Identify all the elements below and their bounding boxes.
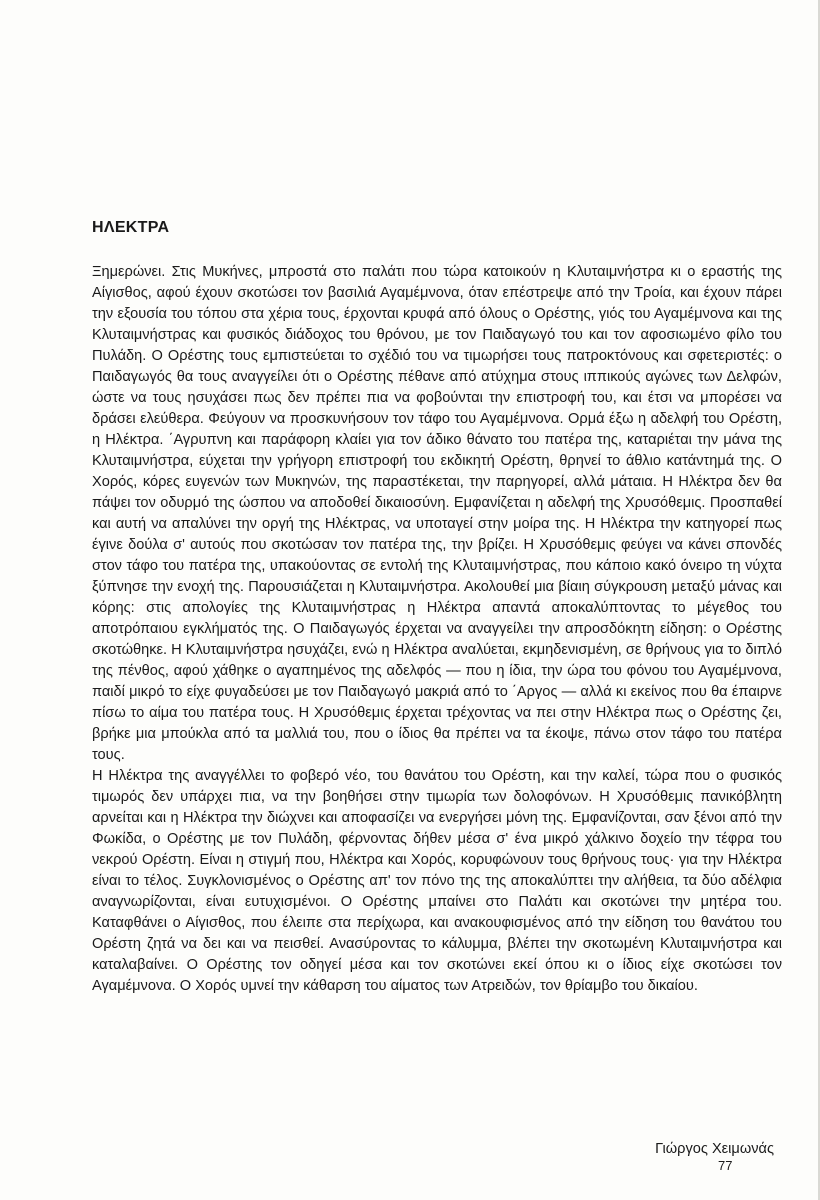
paragraph-2: Η Ηλέκτρα της αναγγέλλει το φοβερό νέο, του θανάτου του Ορέστη, και την καλεί, τώρα που ο φυσικός τιμωρός δεν υπάρχει πια, να την βοηθήσει στην τιμωρία των δολοφόνων. Η Χρυσόθεμις πανικόβλητη αρνείται και η Ηλέκτρα την διώχνει και αποφασίζει να ενεργήσει μόνη της. Εμφανίζονται, σαν ξένοι από την Φωκίδα, ο Ορέστης με τον Πυλάδη, φέρνοντας δήθεν μέσα σ' ένα μικρό χάλκινο δοχείο την τέφρα του νεκρού Ορέστη. Είναι η στιγμή που, Ηλέκτρα και Χορός, κορυφώνουν τους θρήνους τους· για την Ηλέκτρα είναι το τέλος. Συγκλονισμένος ο Ορέστης απ' τον πόνο της της αποκαλύπτει την αλήθεια, τα δύο αδέλφια αναγνωρίζονται, είναι ευτυχισμένοι. Ο Ορέστης μπαίνει στο Παλάτι και σκοτώνει την μητέρα του. Καταφθάνει ο Αίγισθος, που έλειπε στα περίχωρα, και ανακουφισμένος από την είδηση του θανάτου του Ορέστη ζητά να δει και να πεισθεί. Ανασύροντας το κάλυμμα, βλέπει την σκοτωμένη Κλυταιμνήστρα και καταλαβαίνει. Ο Ορέστης τον οδηγεί μέσα και τον σκοτώνει εκεί όπου κι ο ίδιος είχε σκοτώσει τον Αγαμέμνονα. Ο Χορός υμνεί την κάθαρση του αίματος των Ατρειδών, τον θρίαμβο του δικαίου. bbox=[92, 768, 782, 994]
author-signature: Γιώργος Χειμωνάς bbox=[655, 1141, 774, 1157]
page-title: ΗΛΕΚΤΡΑ bbox=[92, 219, 170, 236]
body-text bbox=[92, 262, 782, 997]
paragraph-1: Ξημερώνει. Στις Μυκήνες, μπροστά στο παλάτι που τώρα κατοικούν η Κλυταιμνήστρα κι ο εραστής της Αίγισθος, αφού έχουν σκοτώσει τον βασιλιά Αγαμέμνονα, όταν επέστρεψε από την Τροία, και έχουν πάρει την εξουσία του τόπου στα χέρια τους, έρχονται κρυφά από όλους ο Ορέστης, γιός του Αγαμέμνονα και της Κλυταιμνήστρας και φυσικός διάδοχος του θρόνου, με τον Παιδαγωγό του και τον αφοσιωμένο φίλο του Πυλάδη. Ο Ορέστης τους εμπιστεύεται το σχέδιό του να τιμωρήσει τους πατροκτόνους και σφετεριστές: ο Παιδαγωγός θα τους αναγγείλει ότι ο Ορέστης πέθανε από ατύχημα στους ιππικούς αγώνες των Δελφών, ώστε να τους ησυχάσει πως δεν πρέπει πια να φοβούνται την επιστροφή του, και έτσι να μπορέσει να δράσει ελεύθερα. Φεύγουν να προσκυνήσουν τον τάφο του Αγαμέμνονα. Ορμά έξω η αδελφή του Ορέστη, η Ηλέκτρα. ΄Αγρυπνη και παράφορη κλαίει για τον άδικο θάνατο του πατέρα της, καταριέται την μάνα της Κλυταιμνήστρα, εύχεται την γρήγορη επιστροφή του εκδικητή Ορέστη, θρηνεί το άθλιο κατάντημά της. Ο Χορός, κόρες ευγενών των Μυκηνών, της παραστέκεται, την παρηγορεί, αλλά μάταια. Η Ηλέκτρα δεν θα πάψει τον οδυρμό της ώσπου να αποδοθεί δικαιοσύνη. Εμφανίζεται η αδελφή της Χρυσόθεμις. Προσπαθεί και αυτή να απαλύνει την οργή της Ηλέκτρας, να υποταγεί στην μοίρα της. Η Ηλέκτρα την κατηγορεί πως έγινε δούλα σ' αυτούς που σκοτώσαν τον πατέρα της, την βρίζει. Η Χρυσόθεμις φεύγει να κάνει σπονδές στον τάφο του πατέρα της, υπακούοντας σε εντολή της Κλυταιμνήστρας, που κάποιο κακό όνειρο τη νύχτα ξύπνησε την ενοχή της. Παρουσιάζεται η Κλυταιμνήστρα. Ακολουθεί μια βίαιη σύγκρουση μεταξύ μάνας και κόρης: στις απολογίες της Κλυταιμνήστρας η Ηλέκτρα απαντά αποκαλύπτοντας το μέγεθος του αποτρόπαιου εγκλήματός της. Ο Παιδαγωγός έρχεται να αναγγείλει την απροσδόκητη είδηση: ο Ορέστης σκοτώθηκε. Η Κλυταιμνήστρα ησυχάζει, ενώ η Ηλέκτρα αναλύεται, εκμηδενισμένη, σε θρήνους για το διπλό της πένθος, αφού χάθηκε ο αγαπημένος της αδελφός — που η ίδια, την ώρα του φόνου του Αγαμέμνονα, παιδί μικρό το είχε φυγαδεύσει με τον Παιδαγωγό μακριά από το ΄Αργος — αλλά κι εκείνος που θα έπαιρνε πίσω το αίμα του πατέρα τους. Η Χρυσόθεμις έρχεται τρέχοντας να πει στην Ηλέκτρα πως ο Ορέστης ζει, βρήκε μια μπούκλα από τα μαλλιά του, που ο ίδιος θα πρέπει να τα έκοψε, πάνω στον τάφο του πατέρα τους. bbox=[92, 264, 782, 763]
page-number: 77 bbox=[718, 1158, 733, 1173]
